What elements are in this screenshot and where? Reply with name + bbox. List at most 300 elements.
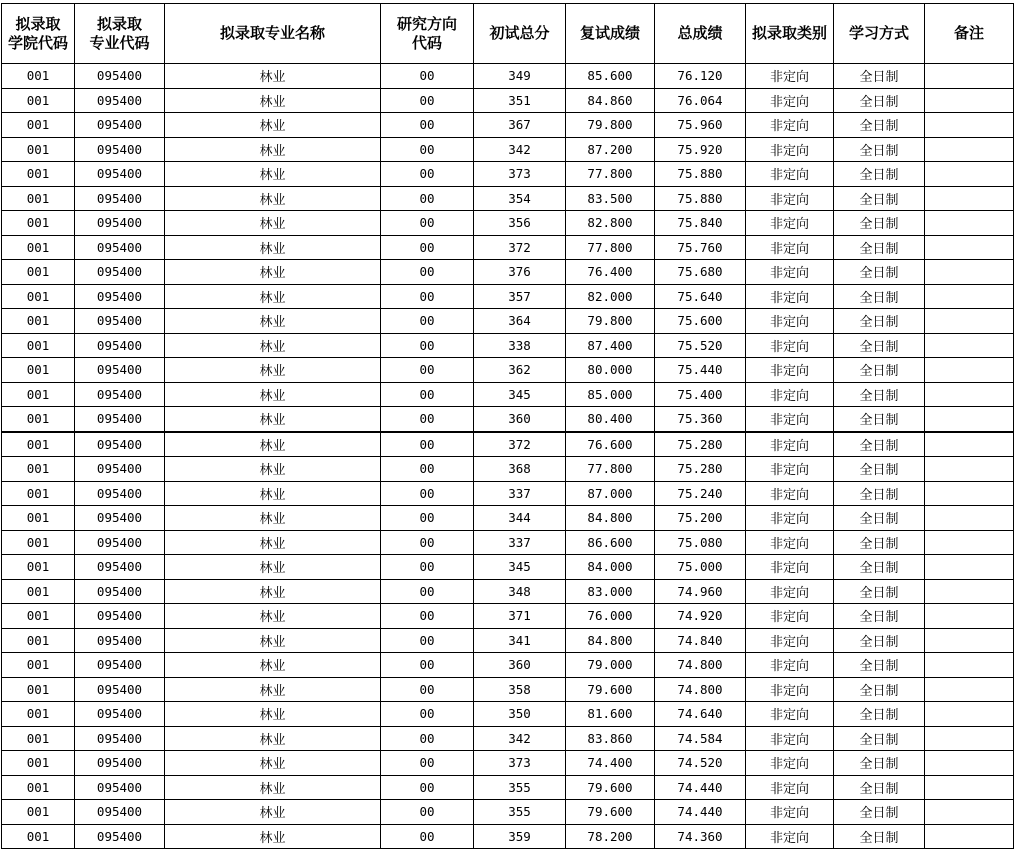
table-row xyxy=(2,186,1014,211)
retest-score-cell: 87.000 xyxy=(566,481,655,506)
admission-type-cell: 非定向 xyxy=(746,260,834,285)
direction-code-cell: 00 xyxy=(381,677,474,702)
retest-score-cell: 87.200 xyxy=(566,137,655,162)
prelim-score-cell: 372 xyxy=(474,432,566,457)
study-mode-cell: 全日制 xyxy=(834,260,925,285)
total-score-cell: 75.080 xyxy=(655,530,746,555)
remarks-cell xyxy=(925,407,1014,432)
retest-score-cell: 79.000 xyxy=(566,653,655,678)
total-score-cell: 74.520 xyxy=(655,751,746,776)
study-mode-cell: 全日制 xyxy=(834,309,925,334)
study-mode-cell: 全日制 xyxy=(834,162,925,187)
college-code-cell: 001 xyxy=(2,751,75,776)
major-name-cell: 林业 xyxy=(165,457,381,482)
total-score-cell: 75.600 xyxy=(655,309,746,334)
table-row xyxy=(2,579,1014,604)
prelim-score-cell: 348 xyxy=(474,579,566,604)
prelim-score-cell: 349 xyxy=(474,64,566,89)
retest-score-cell: 80.400 xyxy=(566,407,655,432)
prelim-score-cell: 351 xyxy=(474,88,566,113)
major-name-cell: 林业 xyxy=(165,407,381,432)
retest-score-cell: 78.200 xyxy=(566,824,655,849)
study-mode-cell: 全日制 xyxy=(834,211,925,236)
remarks-cell xyxy=(925,432,1014,457)
prelim-score-cell: 338 xyxy=(474,333,566,358)
total-score-cell: 74.840 xyxy=(655,628,746,653)
total-score-cell: 74.920 xyxy=(655,604,746,629)
college-code-cell: 001 xyxy=(2,481,75,506)
prelim-score-cell: 364 xyxy=(474,309,566,334)
remarks-cell xyxy=(925,113,1014,138)
prelim-score-header: 初试总分 xyxy=(474,4,566,64)
college-code-cell: 001 xyxy=(2,726,75,751)
prelim-score-cell: 360 xyxy=(474,653,566,678)
college-code-cell: 001 xyxy=(2,800,75,825)
table-row xyxy=(2,824,1014,849)
major-name-cell: 林业 xyxy=(165,137,381,162)
table-row xyxy=(2,604,1014,629)
header-row xyxy=(2,4,1014,64)
retest-score-cell: 84.800 xyxy=(566,628,655,653)
college-code-cell: 001 xyxy=(2,407,75,432)
prelim-score-cell: 373 xyxy=(474,751,566,776)
prelim-score-cell: 376 xyxy=(474,260,566,285)
table-row xyxy=(2,235,1014,260)
direction-code-cell: 00 xyxy=(381,751,474,776)
direction-code-cell: 00 xyxy=(381,726,474,751)
college-code-cell: 001 xyxy=(2,530,75,555)
total-score-cell: 74.584 xyxy=(655,726,746,751)
remarks-cell xyxy=(925,333,1014,358)
remarks-cell xyxy=(925,677,1014,702)
table-row xyxy=(2,113,1014,138)
retest-score-cell: 79.800 xyxy=(566,309,655,334)
study-mode-cell: 全日制 xyxy=(834,506,925,531)
retest-score-cell: 85.000 xyxy=(566,382,655,407)
table-row xyxy=(2,726,1014,751)
college-code-cell: 001 xyxy=(2,260,75,285)
retest-score-cell: 82.000 xyxy=(566,284,655,309)
retest-score-cell: 74.400 xyxy=(566,751,655,776)
study-mode-cell: 全日制 xyxy=(834,628,925,653)
remarks-cell xyxy=(925,186,1014,211)
admission-table xyxy=(1,3,1014,849)
prelim-score-cell: 342 xyxy=(474,137,566,162)
retest-score-cell: 82.800 xyxy=(566,211,655,236)
admission-type-cell: 非定向 xyxy=(746,457,834,482)
total-score-cell: 75.240 xyxy=(655,481,746,506)
direction-code-cell: 00 xyxy=(381,88,474,113)
admission-type-cell: 非定向 xyxy=(746,358,834,383)
direction-code-cell: 00 xyxy=(381,358,474,383)
table-row xyxy=(2,555,1014,580)
admission-type-cell: 非定向 xyxy=(746,824,834,849)
major-code-cell: 095400 xyxy=(75,113,165,138)
admission-type-cell: 非定向 xyxy=(746,555,834,580)
major-code-cell: 095400 xyxy=(75,457,165,482)
college-code-cell: 001 xyxy=(2,88,75,113)
admission-type-cell: 非定向 xyxy=(746,113,834,138)
study-mode-cell: 全日制 xyxy=(834,113,925,138)
major-name-cell: 林业 xyxy=(165,211,381,236)
major-code-cell: 095400 xyxy=(75,555,165,580)
retest-score-cell: 83.000 xyxy=(566,579,655,604)
remarks-cell xyxy=(925,88,1014,113)
table-row xyxy=(2,628,1014,653)
remarks-cell xyxy=(925,382,1014,407)
major-name-header: 拟录取专业名称 xyxy=(165,4,381,64)
remarks-cell xyxy=(925,604,1014,629)
major-name-cell: 林业 xyxy=(165,628,381,653)
direction-code-cell: 00 xyxy=(381,309,474,334)
major-name-cell: 林业 xyxy=(165,113,381,138)
total-score-cell: 76.120 xyxy=(655,64,746,89)
major-code-cell: 095400 xyxy=(75,481,165,506)
admission-type-cell: 非定向 xyxy=(746,751,834,776)
major-code-cell: 095400 xyxy=(75,309,165,334)
major-name-cell: 林业 xyxy=(165,309,381,334)
prelim-score-cell: 371 xyxy=(474,604,566,629)
admission-type-cell: 非定向 xyxy=(746,481,834,506)
admission-type-cell: 非定向 xyxy=(746,162,834,187)
remarks-cell xyxy=(925,211,1014,236)
major-name-cell: 林业 xyxy=(165,726,381,751)
direction-code-cell: 00 xyxy=(381,628,474,653)
major-name-cell: 林业 xyxy=(165,333,381,358)
table-body xyxy=(2,64,1014,849)
admission-type-cell: 非定向 xyxy=(746,579,834,604)
direction-code-cell: 00 xyxy=(381,382,474,407)
college-code-cell: 001 xyxy=(2,358,75,383)
prelim-score-cell: 358 xyxy=(474,677,566,702)
remarks-header: 备注 xyxy=(925,4,1014,64)
table-row xyxy=(2,64,1014,89)
direction-code-cell: 00 xyxy=(381,260,474,285)
retest-score-cell: 81.600 xyxy=(566,702,655,727)
study-mode-cell: 全日制 xyxy=(834,824,925,849)
major-name-cell: 林业 xyxy=(165,235,381,260)
major-code-cell: 095400 xyxy=(75,604,165,629)
total-score-cell: 74.800 xyxy=(655,677,746,702)
total-score-cell: 75.400 xyxy=(655,382,746,407)
total-score-cell: 75.840 xyxy=(655,211,746,236)
study-mode-cell: 全日制 xyxy=(834,382,925,407)
college-code-cell: 001 xyxy=(2,702,75,727)
admission-type-cell: 非定向 xyxy=(746,186,834,211)
total-score-header: 总成绩 xyxy=(655,4,746,64)
total-score-cell: 74.360 xyxy=(655,824,746,849)
table-row xyxy=(2,800,1014,825)
major-code-cell: 095400 xyxy=(75,775,165,800)
admission-type-cell: 非定向 xyxy=(746,137,834,162)
college-code-cell: 001 xyxy=(2,309,75,334)
major-name-cell: 林业 xyxy=(165,432,381,457)
remarks-cell xyxy=(925,64,1014,89)
study-mode-cell: 全日制 xyxy=(834,88,925,113)
total-score-cell: 75.640 xyxy=(655,284,746,309)
college-code-cell: 001 xyxy=(2,162,75,187)
prelim-score-cell: 337 xyxy=(474,481,566,506)
prelim-score-cell: 355 xyxy=(474,800,566,825)
direction-code-cell: 00 xyxy=(381,653,474,678)
admission-type-cell: 非定向 xyxy=(746,506,834,531)
prelim-score-cell: 355 xyxy=(474,775,566,800)
college-code-cell: 001 xyxy=(2,579,75,604)
admission-type-cell: 非定向 xyxy=(746,88,834,113)
admission-type-cell: 非定向 xyxy=(746,64,834,89)
prelim-score-cell: 342 xyxy=(474,726,566,751)
direction-code-cell: 00 xyxy=(381,579,474,604)
major-code-cell: 095400 xyxy=(75,211,165,236)
table-row xyxy=(2,432,1014,457)
study-mode-cell: 全日制 xyxy=(834,407,925,432)
total-score-cell: 75.520 xyxy=(655,333,746,358)
major-name-cell: 林业 xyxy=(165,800,381,825)
study-mode-header: 学习方式 xyxy=(834,4,925,64)
retest-score-cell: 86.600 xyxy=(566,530,655,555)
retest-score-cell: 84.000 xyxy=(566,555,655,580)
retest-score-header: 复试成绩 xyxy=(566,4,655,64)
major-name-cell: 林业 xyxy=(165,382,381,407)
major-code-cell: 095400 xyxy=(75,284,165,309)
prelim-score-cell: 359 xyxy=(474,824,566,849)
major-code-cell: 095400 xyxy=(75,260,165,285)
study-mode-cell: 全日制 xyxy=(834,555,925,580)
major-code-cell: 095400 xyxy=(75,530,165,555)
total-score-cell: 74.440 xyxy=(655,800,746,825)
study-mode-cell: 全日制 xyxy=(834,800,925,825)
total-score-cell: 76.064 xyxy=(655,88,746,113)
admission-type-cell: 非定向 xyxy=(746,800,834,825)
retest-score-cell: 85.600 xyxy=(566,64,655,89)
college-code-cell: 001 xyxy=(2,775,75,800)
major-name-cell: 林业 xyxy=(165,677,381,702)
total-score-cell: 75.440 xyxy=(655,358,746,383)
admission-type-cell: 非定向 xyxy=(746,653,834,678)
direction-code-cell: 00 xyxy=(381,824,474,849)
study-mode-cell: 全日制 xyxy=(834,751,925,776)
study-mode-cell: 全日制 xyxy=(834,64,925,89)
table-row xyxy=(2,702,1014,727)
prelim-score-cell: 350 xyxy=(474,702,566,727)
study-mode-cell: 全日制 xyxy=(834,775,925,800)
college-code-cell: 001 xyxy=(2,211,75,236)
prelim-score-cell: 373 xyxy=(474,162,566,187)
remarks-cell xyxy=(925,530,1014,555)
table-row xyxy=(2,358,1014,383)
table-row xyxy=(2,506,1014,531)
college-code-cell: 001 xyxy=(2,824,75,849)
total-score-cell: 75.200 xyxy=(655,506,746,531)
direction-code-cell: 00 xyxy=(381,457,474,482)
remarks-cell xyxy=(925,702,1014,727)
prelim-score-cell: 372 xyxy=(474,235,566,260)
college-code-cell: 001 xyxy=(2,432,75,457)
major-name-cell: 林业 xyxy=(165,751,381,776)
prelim-score-cell: 356 xyxy=(474,211,566,236)
major-name-cell: 林业 xyxy=(165,604,381,629)
total-score-cell: 75.280 xyxy=(655,432,746,457)
remarks-cell xyxy=(925,751,1014,776)
table-row xyxy=(2,407,1014,432)
major-name-cell: 林业 xyxy=(165,64,381,89)
table-row xyxy=(2,333,1014,358)
study-mode-cell: 全日制 xyxy=(834,579,925,604)
table-row xyxy=(2,284,1014,309)
prelim-score-cell: 360 xyxy=(474,407,566,432)
retest-score-cell: 84.860 xyxy=(566,88,655,113)
college-code-cell: 001 xyxy=(2,64,75,89)
admission-type-cell: 非定向 xyxy=(746,284,834,309)
admission-type-cell: 非定向 xyxy=(746,407,834,432)
retest-score-cell: 79.600 xyxy=(566,677,655,702)
retest-score-cell: 77.800 xyxy=(566,457,655,482)
table-row xyxy=(2,260,1014,285)
total-score-cell: 75.680 xyxy=(655,260,746,285)
table-row xyxy=(2,481,1014,506)
prelim-score-cell: 354 xyxy=(474,186,566,211)
admission-type-cell: 非定向 xyxy=(746,235,834,260)
table-header xyxy=(2,4,1014,64)
total-score-cell: 74.640 xyxy=(655,702,746,727)
total-score-cell: 75.280 xyxy=(655,457,746,482)
table-row xyxy=(2,309,1014,334)
study-mode-cell: 全日制 xyxy=(834,653,925,678)
total-score-cell: 75.960 xyxy=(655,113,746,138)
total-score-cell: 74.440 xyxy=(655,775,746,800)
major-code-cell: 095400 xyxy=(75,88,165,113)
remarks-cell xyxy=(925,481,1014,506)
prelim-score-cell: 368 xyxy=(474,457,566,482)
direction-code-cell: 00 xyxy=(381,775,474,800)
remarks-cell xyxy=(925,579,1014,604)
major-code-cell: 095400 xyxy=(75,382,165,407)
study-mode-cell: 全日制 xyxy=(834,481,925,506)
study-mode-cell: 全日制 xyxy=(834,432,925,457)
remarks-cell xyxy=(925,309,1014,334)
college-code-cell: 001 xyxy=(2,555,75,580)
direction-code-cell: 00 xyxy=(381,113,474,138)
table-row xyxy=(2,775,1014,800)
direction-code-cell: 00 xyxy=(381,530,474,555)
remarks-cell xyxy=(925,775,1014,800)
admission-type-cell: 非定向 xyxy=(746,211,834,236)
college-code-cell: 001 xyxy=(2,506,75,531)
total-score-cell: 75.360 xyxy=(655,407,746,432)
major-code-cell: 095400 xyxy=(75,333,165,358)
prelim-score-cell: 345 xyxy=(474,382,566,407)
major-name-cell: 林业 xyxy=(165,555,381,580)
retest-score-cell: 79.800 xyxy=(566,113,655,138)
major-code-cell: 095400 xyxy=(75,186,165,211)
direction-code-cell: 00 xyxy=(381,604,474,629)
prelim-score-cell: 344 xyxy=(474,506,566,531)
major-name-cell: 林业 xyxy=(165,481,381,506)
admission-type-cell: 非定向 xyxy=(746,677,834,702)
retest-score-cell: 80.000 xyxy=(566,358,655,383)
study-mode-cell: 全日制 xyxy=(834,333,925,358)
remarks-cell xyxy=(925,726,1014,751)
study-mode-cell: 全日制 xyxy=(834,530,925,555)
remarks-cell xyxy=(925,555,1014,580)
major-code-cell: 095400 xyxy=(75,726,165,751)
major-name-cell: 林业 xyxy=(165,506,381,531)
remarks-cell xyxy=(925,457,1014,482)
major-name-cell: 林业 xyxy=(165,530,381,555)
admission-type-cell: 非定向 xyxy=(746,530,834,555)
study-mode-cell: 全日制 xyxy=(834,284,925,309)
college-code-cell: 001 xyxy=(2,113,75,138)
admission-type-cell: 非定向 xyxy=(746,432,834,457)
remarks-cell xyxy=(925,824,1014,849)
major-code-cell: 095400 xyxy=(75,824,165,849)
major-code-header: 拟录取 专业代码 xyxy=(75,4,165,64)
remarks-cell xyxy=(925,137,1014,162)
table-row xyxy=(2,751,1014,776)
remarks-cell xyxy=(925,162,1014,187)
remarks-cell xyxy=(925,653,1014,678)
college-code-cell: 001 xyxy=(2,186,75,211)
college-code-cell: 001 xyxy=(2,677,75,702)
retest-score-cell: 76.600 xyxy=(566,432,655,457)
study-mode-cell: 全日制 xyxy=(834,726,925,751)
retest-score-cell: 84.800 xyxy=(566,506,655,531)
direction-code-header: 研究方向 代码 xyxy=(381,4,474,64)
study-mode-cell: 全日制 xyxy=(834,677,925,702)
college-code-cell: 001 xyxy=(2,604,75,629)
direction-code-cell: 00 xyxy=(381,800,474,825)
table-row xyxy=(2,382,1014,407)
direction-code-cell: 00 xyxy=(381,235,474,260)
direction-code-cell: 00 xyxy=(381,64,474,89)
study-mode-cell: 全日制 xyxy=(834,604,925,629)
college-code-cell: 001 xyxy=(2,457,75,482)
major-code-cell: 095400 xyxy=(75,137,165,162)
direction-code-cell: 00 xyxy=(381,506,474,531)
major-name-cell: 林业 xyxy=(165,284,381,309)
major-name-cell: 林业 xyxy=(165,579,381,604)
prelim-score-cell: 345 xyxy=(474,555,566,580)
major-code-cell: 095400 xyxy=(75,506,165,531)
major-name-cell: 林业 xyxy=(165,824,381,849)
admission-type-cell: 非定向 xyxy=(746,604,834,629)
major-code-cell: 095400 xyxy=(75,702,165,727)
remarks-cell xyxy=(925,506,1014,531)
table-row xyxy=(2,88,1014,113)
direction-code-cell: 00 xyxy=(381,555,474,580)
major-name-cell: 林业 xyxy=(165,162,381,187)
table-row xyxy=(2,530,1014,555)
remarks-cell xyxy=(925,284,1014,309)
college-code-cell: 001 xyxy=(2,333,75,358)
direction-code-cell: 00 xyxy=(381,186,474,211)
major-code-cell: 095400 xyxy=(75,751,165,776)
retest-score-cell: 79.600 xyxy=(566,800,655,825)
major-code-cell: 095400 xyxy=(75,358,165,383)
direction-code-cell: 00 xyxy=(381,137,474,162)
major-name-cell: 林业 xyxy=(165,775,381,800)
college-code-header: 拟录取 学院代码 xyxy=(2,4,75,64)
major-code-cell: 095400 xyxy=(75,628,165,653)
major-code-cell: 095400 xyxy=(75,407,165,432)
retest-score-cell: 79.600 xyxy=(566,775,655,800)
major-code-cell: 095400 xyxy=(75,235,165,260)
retest-score-cell: 83.500 xyxy=(566,186,655,211)
retest-score-cell: 76.000 xyxy=(566,604,655,629)
table-row xyxy=(2,653,1014,678)
major-code-cell: 095400 xyxy=(75,677,165,702)
prelim-score-cell: 337 xyxy=(474,530,566,555)
